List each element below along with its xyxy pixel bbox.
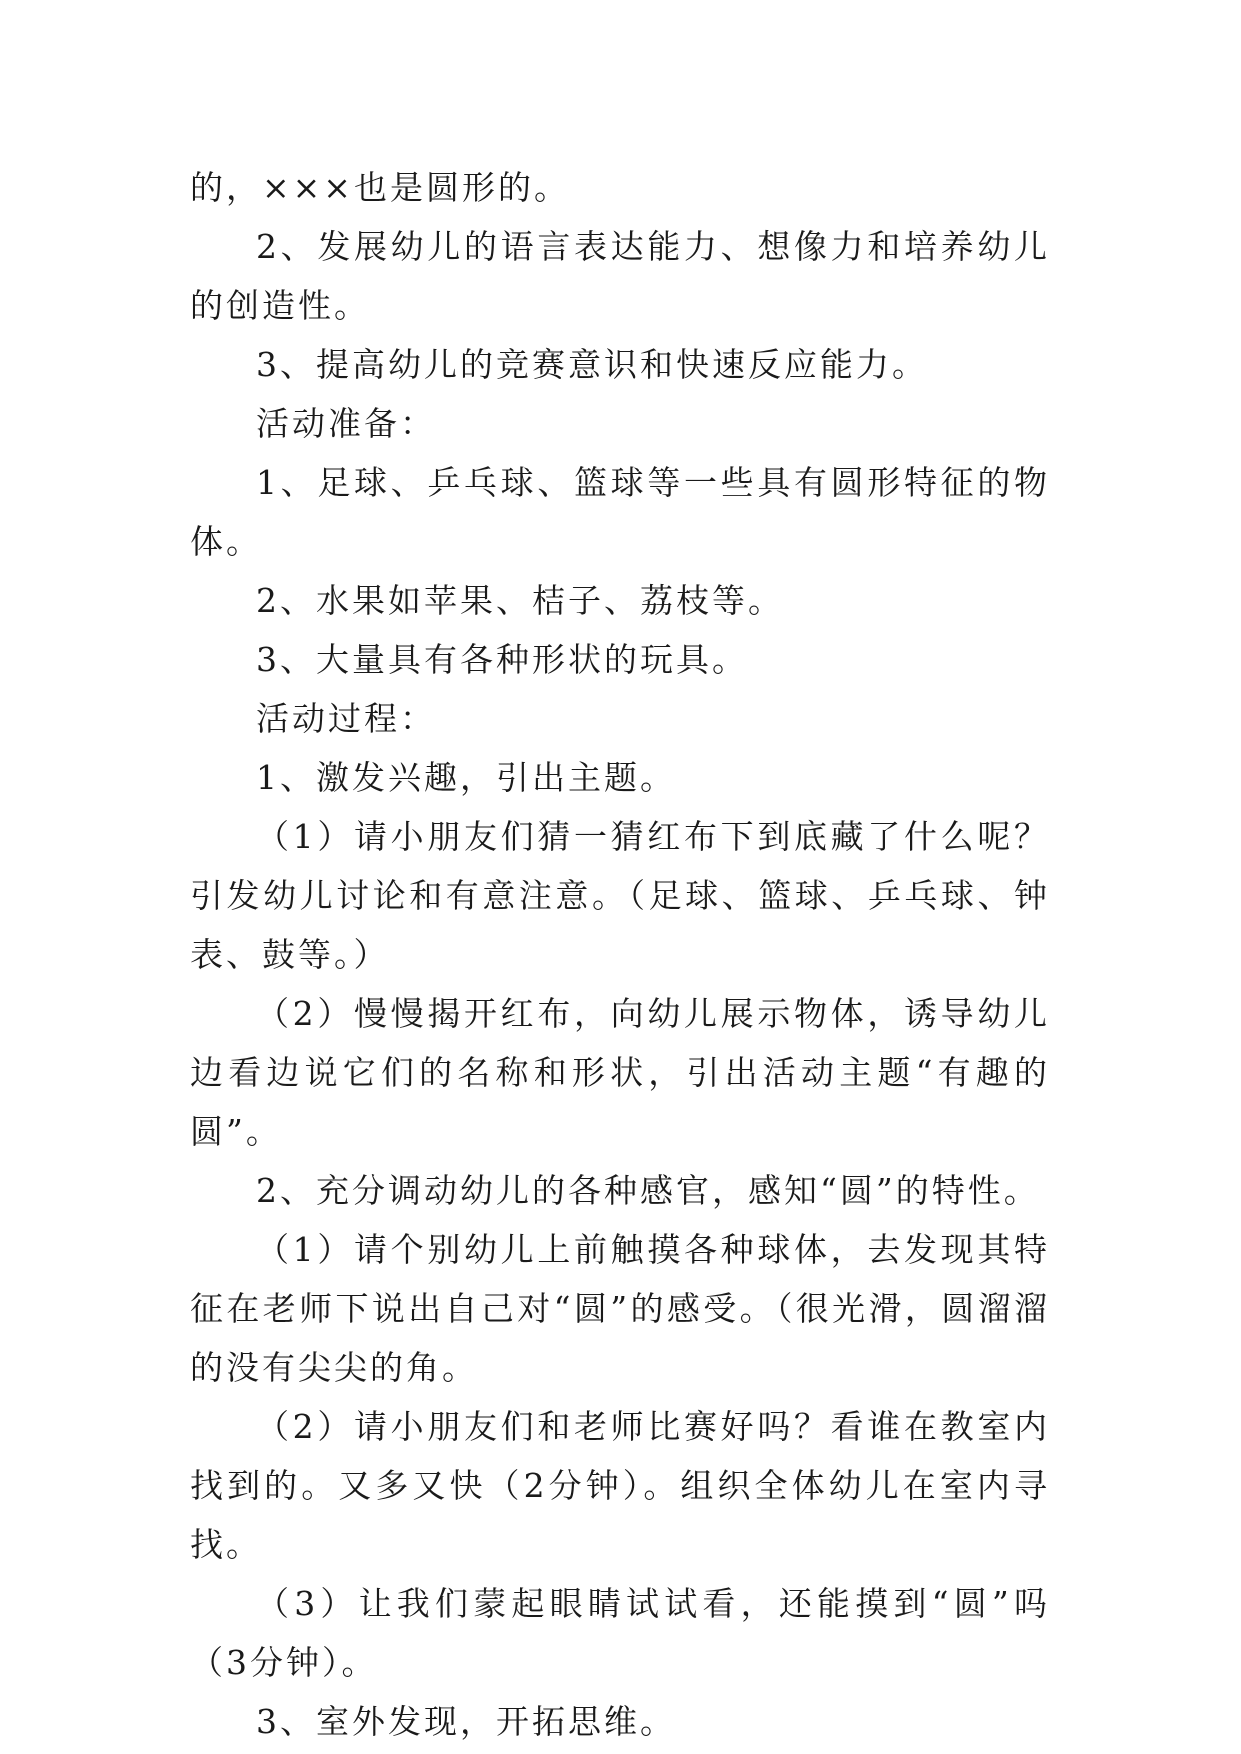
paragraph-prep-1: 1、足球、乒乓球、篮球等一些具有圆形特征的物体。 (190, 463, 1050, 561)
paragraph-step-1-1: （1）请小朋友们猜一猜红布下到底藏了什么呢？引发幼儿讨论和有意注意。（足球、篮球、乒乓球、钟表、鼓等。） (190, 817, 1050, 974)
paragraph-goal-2: 2、发展幼儿的语言表达能力、想像力和培养幼儿的创造性。 (190, 227, 1050, 325)
paragraph-step-2-2: （2）请小朋友们和老师比赛好吗？看谁在教室内找到的。又多又快（2分钟）。组织全体幼儿在室内寻找。 (190, 1407, 1050, 1564)
paragraph-step-2: 2、充分调动幼儿的各种感官，感知“圆”的特性。 (256, 1171, 1040, 1210)
section-heading-preparation: 活动准备： (256, 404, 436, 443)
section-heading-process: 活动过程： (256, 699, 436, 738)
paragraph-prep-2: 2、水果如苹果、桔子、荔枝等。 (256, 581, 784, 620)
paragraph-step-1-2: （2）慢慢揭开红布，向幼儿展示物体，诱导幼儿边看边说它们的名称和形状，引出活动主题“有趣的圆”。 (190, 994, 1050, 1151)
paragraph-step-2-3: （3）让我们蒙起眼睛试试看，还能摸到“圆”吗（3分钟）。 (190, 1584, 1050, 1682)
document-body (190, 158, 1050, 1751)
paragraph-step-1: 1、激发兴趣，引出主题。 (256, 758, 676, 797)
paragraph-step-3: 3、室外发现，开拓思维。 (256, 1702, 676, 1741)
paragraph-continuation: 的，×××也是圆形的。 (190, 168, 570, 207)
paragraph-step-2-1: （1）请个别幼儿上前触摸各种球体，去发现其特征在老师下说出自己对“圆”的感受。（很光滑，圆溜溜的没有尖尖的角。 (190, 1230, 1050, 1387)
paragraph-prep-3: 3、大量具有各种形状的玩具。 (256, 640, 748, 679)
paragraph-goal-3: 3、提高幼儿的竞赛意识和快速反应能力。 (256, 345, 928, 384)
